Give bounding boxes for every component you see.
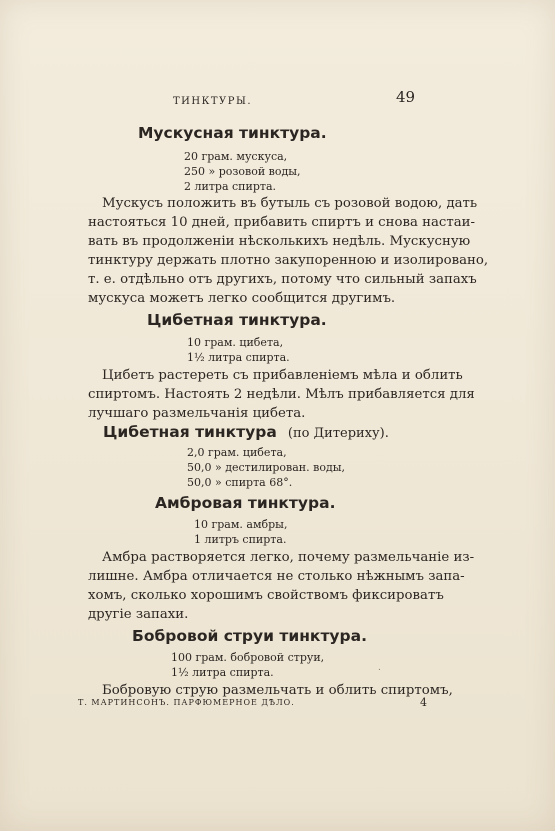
text-line: т. е. отдѣльно отъ другихъ, потому что сильный запахъ: [88, 272, 477, 287]
ingredient-line: 10 грам. цибета,: [187, 336, 284, 349]
ingredient-line: 50,0 » спирта 68°.: [187, 476, 293, 489]
pencil-mark: .: [378, 663, 381, 673]
paragraph: [88, 548, 474, 624]
text-line: настояться 10 дней, прибавить спиртъ и снова настаи-: [88, 215, 476, 230]
ingredient-line: 2 литра спирта.: [184, 180, 277, 193]
text-line: Мускусъ положить въ бутыль съ розовой водою, дать: [102, 196, 478, 211]
ingredient-line: 1½ литра спирта.: [171, 666, 274, 679]
text-line: Бобровую струю размельчать и облить спиртомъ,: [102, 683, 453, 698]
ingredient-line: 250 » розовой воды,: [184, 165, 301, 178]
ingredient-line: 50,0 » дестилирован. воды,: [187, 461, 345, 474]
text-line: Амбра растворяется легко, почему размельчаніе из-: [102, 550, 475, 565]
running-head: ТИНКТУРЫ.: [173, 96, 252, 107]
section-subtitle: (по Дитериху).: [287, 426, 389, 441]
ingredient-line: 1 литръ спирта.: [194, 533, 287, 546]
paragraph: [88, 194, 488, 308]
text-line: хомъ, сколько хорошимъ свойствомъ фиксироватъ: [88, 588, 444, 603]
text-line: Цибетъ растереть съ прибавленіемъ мѣла и облить: [102, 368, 463, 383]
text-line: вать въ продолженіи нѣсколькихъ недѣль. Мускусную: [88, 234, 471, 249]
ingredient-line: 10 грам. амбры,: [194, 518, 288, 531]
text-line: тинктуру держать плотно закупоренною и изолировано,: [88, 253, 489, 268]
text-line: мускуса можетъ легко сообщится другимъ.: [88, 291, 396, 306]
text-line: лучшаго размельчанія цибета.: [88, 406, 306, 421]
section-title: Цибетная тинктура: [103, 423, 277, 441]
ingredient-line: 20 грам. мускуса,: [184, 150, 288, 163]
text-line: другіе запахи.: [88, 607, 189, 622]
section-title: Бобровой струи тинктура.: [132, 627, 367, 645]
text-line: лишне. Амбра отличается не столько нѣжнымъ запа-: [88, 569, 465, 584]
section-title: Цибетная тинктура.: [147, 311, 327, 329]
footer-signature: Т. МАРТИНСОНЪ. ПАРФЮМЕРНОЕ ДѢЛО.: [78, 698, 295, 707]
page-number: 49: [396, 88, 416, 106]
paragraph: [88, 366, 475, 423]
ingredient-line: 2,0 грам. цибета,: [187, 446, 287, 459]
section-title: Мускусная тинктура.: [138, 124, 327, 142]
text-line: спиртомъ. Настоять 2 недѣли. Мѣлъ прибавляется для: [88, 387, 475, 402]
section-heading: [103, 422, 389, 441]
section-title: Амбровая тинктура.: [155, 494, 336, 512]
sheet-number: 4: [420, 696, 427, 709]
ingredient-line: 100 грам. бобровой струи,: [171, 651, 325, 664]
ingredient-line: 1½ литра спирта.: [187, 351, 290, 364]
